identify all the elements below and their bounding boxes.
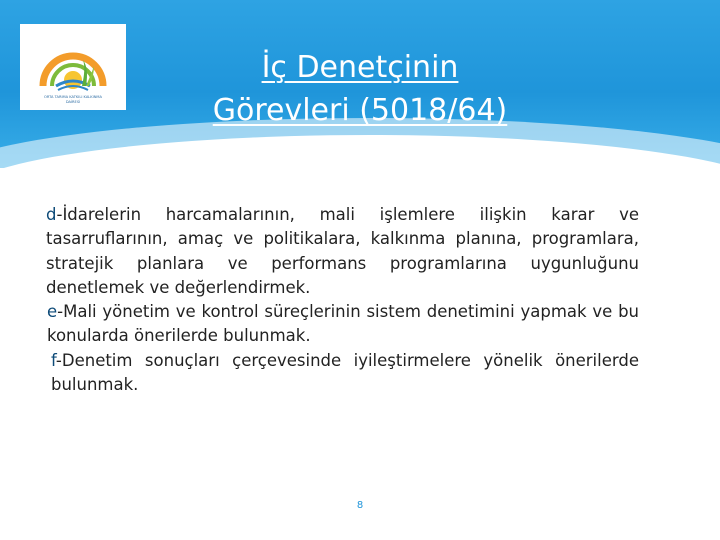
item-letter: f (51, 350, 56, 370)
duties-list (46, 203, 639, 397)
item-text: -Mali yönetim ve kontrol süreçlerinin sistem denetimini yapmak ve bu konularda önerilerde bulunmak. (47, 302, 639, 346)
duty-item-d (46, 203, 639, 300)
item-text: -Denetim sonuçları çerçevesinde iyileştirmelere yönelik önerilerde bulunmak. (51, 350, 639, 395)
duty-item-f (46, 349, 639, 398)
duty-item-e (46, 300, 639, 349)
item-letter: e (47, 302, 58, 322)
title-line-1: İç Denetçinin (261, 50, 459, 85)
page-number: 8 (356, 500, 364, 511)
logo-text-line2: DAİRESİ (65, 100, 81, 104)
header-banner (0, 0, 720, 168)
organization-logo (20, 24, 126, 110)
slide-title (170, 46, 550, 132)
title-line-2: Görevleri (5018/64) (212, 93, 508, 128)
logo-emblem-icon (20, 24, 126, 110)
item-text: -İdarelerin harcamalarının, mali işlemlere ilişkin karar ve tasarruflarının, amaç ve politikalara, kalkınma planına, programlara, stratejik planlara ve performans programlarına uygunluğunu denetlemek ve değerlendirmek. (46, 205, 639, 297)
item-letter: d (46, 205, 57, 224)
logo-text-line1: ORTA TARIMA KATKILI KALKINMA (44, 95, 102, 99)
